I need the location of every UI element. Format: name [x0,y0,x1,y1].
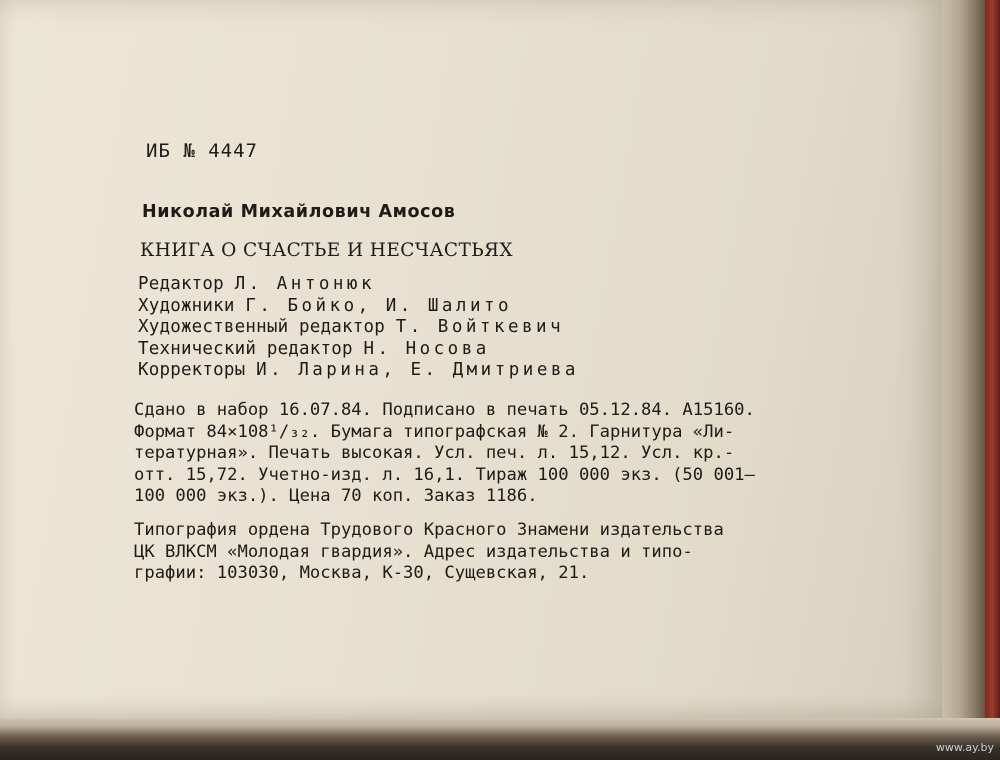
imprint-line: Формат 84×108¹/₃₂. Бумага типографская № 2. Гарнитура «Ли- [134,421,735,442]
imprint-line: отт. 15,72. Учетно-изд. л. 16,1. Тираж 100 000 экз. (50 001— [134,464,755,485]
page-stack-edge [0,718,1000,760]
staff-names: Н. Носова [363,338,490,359]
staff-line-artists [138,296,579,318]
imprint-block [134,400,755,508]
imprint-line: Сдано в набор 16.07.84. Подписано в печать 05.12.84. А15160. [134,400,755,420]
staff-names: Л. Антонюк [234,274,375,294]
staff-role: Корректоры [138,360,246,380]
staff-role: Редактор [138,274,224,294]
staff-role: Художественный редактор [138,317,385,337]
printer-line: ЦК ВЛКСМ «Молодая гвардия». Адрес издательства и типо- [134,541,693,562]
staff-line-art-editor [138,317,579,339]
ib-number: ИБ № 4447 [146,140,258,162]
staff-line-editor [138,274,579,296]
staff-role: Художники [138,295,235,316]
printer-block [134,520,724,585]
staff-names: И. Ларина, Е. Дмитриева [256,360,579,380]
editorial-staff [138,274,579,382]
author-name: Николай Михайлович Амосов [142,202,456,222]
site-watermark: www.ay.by [935,741,994,754]
staff-line-proofreaders [138,360,579,382]
staff-line-tech-editor [138,339,579,361]
book-cover-stripe [985,0,1000,730]
staff-names: Г. Бойко, И. Шалито [245,295,513,316]
staff-role: Технический редактор [138,338,353,359]
staff-names: Т. Войткевич [395,317,565,337]
printer-line: Типография ордена Трудового Красного Знамени издательства [134,520,724,540]
book-title: КНИГА О СЧАСТЬЕ И НЕСЧАСТЬЯХ [140,240,513,261]
imprint-line: 100 000 экз.). Цена 70 коп. Заказ 1186. [134,486,538,506]
printer-line: графии: 103030, Москва, К-30, Сущевская, 21. [134,563,590,583]
imprint-line: тературная». Печать высокая. Усл. печ. л. 15,12. Усл. кр.- [134,443,735,463]
